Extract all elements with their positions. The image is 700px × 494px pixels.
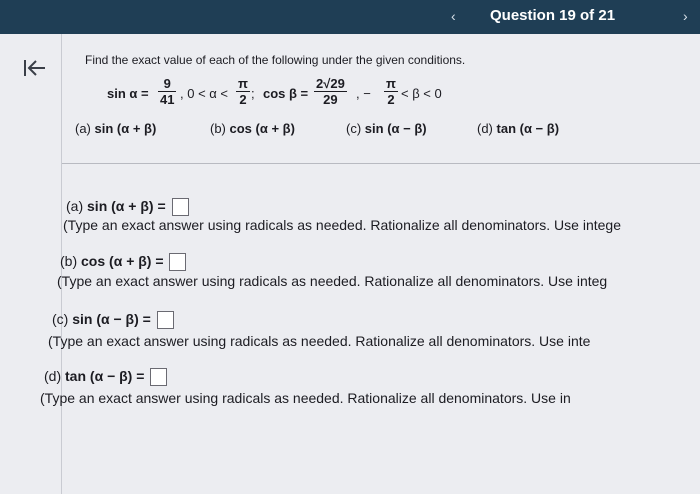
- option-b: [210, 121, 295, 136]
- section-divider: [62, 163, 700, 164]
- answer-expression: cos (α + β) =: [81, 253, 164, 269]
- option-label: (c): [346, 121, 362, 136]
- sin-alpha-denominator: 41: [160, 92, 175, 107]
- option-label: (d): [477, 121, 493, 136]
- answer-expression: sin (α − β) =: [72, 311, 151, 327]
- answer-row-d: [44, 368, 167, 386]
- beta-condition: , −: [356, 86, 371, 101]
- answer-label: (a): [66, 198, 84, 214]
- answer-row-a: [66, 198, 189, 216]
- answer-instruction-a: (Type an exact answer using radicals as needed. Rationalize all denominators. Use intege: [63, 217, 621, 233]
- beta-condition-end: < β < 0: [401, 86, 442, 101]
- answer-input-b[interactable]: [169, 253, 186, 271]
- answer-label: (b): [60, 253, 78, 269]
- option-d: [477, 121, 559, 136]
- cos-beta-denominator: 29: [314, 91, 347, 107]
- question-counter: Question 19 of 21: [490, 7, 616, 24]
- answer-instruction-d: (Type an exact answer using radicals as needed. Rationalize all denominators. Use in: [40, 390, 571, 406]
- alpha-bound-numerator: π: [238, 76, 248, 91]
- alpha-bound-denominator: 2: [236, 91, 250, 107]
- top-navigation-bar: [0, 0, 700, 34]
- option-c: [346, 121, 427, 136]
- option-expression: sin (α + β): [94, 121, 157, 136]
- answer-expression: sin (α + β) =: [87, 198, 166, 214]
- option-a: [75, 121, 156, 136]
- answer-instruction-c: (Type an exact answer using radicals as needed. Rationalize all denominators. Use inte: [48, 333, 591, 349]
- beta-bound-denominator: 2: [384, 91, 398, 107]
- beta-bound-fraction: [384, 76, 398, 107]
- answer-row-b: [60, 253, 186, 271]
- problem-instruction: Find the exact value of each of the following under the given conditions.: [85, 53, 466, 67]
- answer-row-c: [52, 311, 174, 329]
- alpha-condition-end: ;: [251, 86, 255, 101]
- option-expression: tan (α − β): [496, 121, 560, 136]
- collapse-back-icon[interactable]: [22, 57, 48, 79]
- cos-beta-label: cos β =: [263, 86, 309, 101]
- alpha-bound-fraction: [236, 76, 250, 107]
- option-label: (a): [75, 121, 91, 136]
- sin-alpha-numerator: 9: [163, 76, 171, 91]
- cos-beta-numerator: 2√29: [316, 76, 345, 91]
- answer-input-d[interactable]: [150, 368, 167, 386]
- option-label: (b): [210, 121, 226, 136]
- answer-input-c[interactable]: [157, 311, 174, 329]
- option-expression: sin (α − β): [364, 121, 427, 136]
- cos-beta-fraction: [314, 76, 347, 107]
- answer-input-a[interactable]: [172, 198, 189, 216]
- beta-bound-numerator: π: [386, 76, 396, 91]
- answer-label: (c): [52, 311, 69, 327]
- option-expression: cos (α + β): [229, 121, 295, 136]
- sin-alpha-fraction: [158, 76, 176, 107]
- answer-instruction-b: (Type an exact answer using radicals as needed. Rationalize all denominators. Use integ: [57, 273, 608, 289]
- alpha-condition: , 0 < α <: [180, 86, 228, 101]
- sin-alpha-label: sin α =: [107, 86, 149, 101]
- answer-expression: tan (α − β) =: [65, 368, 145, 384]
- answer-label: (d): [44, 368, 62, 384]
- next-question-icon[interactable]: ›: [683, 8, 688, 24]
- previous-question-icon[interactable]: ‹: [451, 8, 456, 24]
